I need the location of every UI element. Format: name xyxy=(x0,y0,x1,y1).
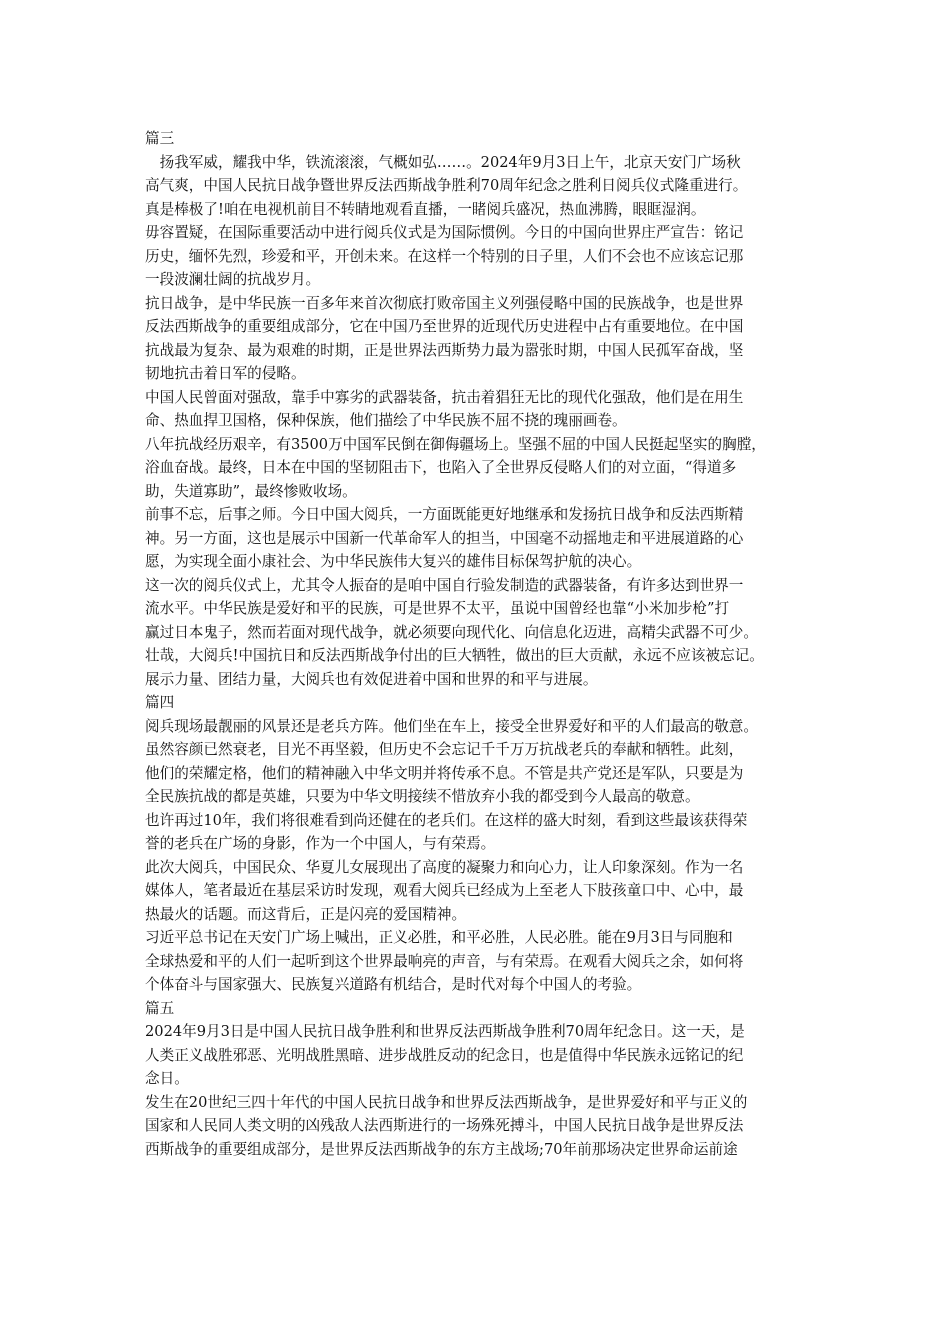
text-line: 扬我军威，耀我中华，铁流滚滚，气概如弘……。2024年9月3日上午，北京天安门广场秋 xyxy=(145,153,741,171)
text-line: 壮哉，大阅兵!中国抗日和反法西斯战争付出的巨大牺牲，做出的巨大贡献，永远不应该被忘记。 xyxy=(145,647,764,664)
text-line: 此次大阅兵，中国民众、华夏儿女展现出了高度的凝聚力和向心力，让人印象深刻。作为一名 xyxy=(145,858,744,876)
text-line: 助，失道寡助”，最终惨败收场。 xyxy=(145,482,357,500)
section-heading: 篇三 xyxy=(145,130,175,147)
text-line: 历史，缅怀先烈，珍爱和平，开创未来。在这样一个特别的日子里，人们不会也不应该忘记那 xyxy=(145,247,744,265)
text-line: 真是棒极了!咱在电视机前目不转睛地观看直播，一睹阅兵盛况，热血沸腾，眼眶湿润。 xyxy=(145,200,706,218)
text-line: 一段波澜壮阔的抗战岁月。 xyxy=(145,271,321,288)
text-line: 媒体人，笔者最近在基层采访时发现，观看大阅兵已经成为上至老人下肢孩童口中、心中，最 xyxy=(145,882,744,899)
text-line: 热最火的话题。而这背后，正是闪亮的爱国精神。 xyxy=(145,905,467,923)
text-line: 神。另一方面，这也是展示中国新一代革命军人的担当，中国毫不动摇地走和平进展道路的心 xyxy=(145,529,744,547)
text-line: 抗日战争，是中华民族一百多年来首次彻底打败帝国主义列强侵略中国的民族战争，也是世界 xyxy=(145,294,744,312)
text-line: 韧地抗击着日军的侵略。 xyxy=(145,365,306,382)
section-heading: 篇五 xyxy=(145,999,175,1017)
text-line: 抗战最为复杂、最为艰难的时期，正是世界法西斯势力最为嚣张时期，中国人民孤军奋战，坚 xyxy=(145,341,744,359)
text-line: 誉的老兵在广场的身影，作为一个中国人，与有荣焉。 xyxy=(145,835,496,852)
text-line: 念日。 xyxy=(145,1070,189,1087)
text-line: 展示力量、团结力量，大阅兵也有效促进着中国和世界的和平与进展。 xyxy=(145,670,598,688)
text-line: 愿，为实现全面小康社会、为中华民族伟大复兴的雄伟目标保驾护航的决心。 xyxy=(145,553,642,570)
text-line: 赢过日本鬼子，然而若面对现代战争，就必须要向现代化、向信息化迈进，高精尖武器不可少。 xyxy=(145,623,758,641)
text-line: 国家和人民同人类文明的凶残敌人法西斯进行的一场殊死搏斗，中国人民抗日战争是世界反法 xyxy=(145,1117,744,1134)
text-line: 高气爽，中国人民抗日战争暨世界反法西斯战争胜利70周年纪念之胜利日阅兵仪式隆重进行。 xyxy=(145,177,748,194)
text-line: 发生在20世纪三四十年代的中国人民抗日战争和世界反法西斯战争，是世界爱好和平与正义的 xyxy=(145,1093,748,1111)
text-line: 人类正义战胜邪恶、光明战胜黑暗、进步战胜反动的纪念日，也是值得中华民族永远铭记的纪 xyxy=(145,1046,744,1064)
text-line: 阅兵现场最靓丽的风景还是老兵方阵。他们坐在车上，接受全世界爱好和平的人们最高的敬意。 xyxy=(145,717,758,735)
text-line: 个体奋斗与国家强大、民族复兴道路有机结合，是时代对每个中国人的考验。 xyxy=(145,976,642,993)
document-body xyxy=(145,127,825,1161)
text-line: 他们的荣耀定格，他们的精神融入中华文明并将传承不息。不管是共产党还是军队，只要是为 xyxy=(145,764,744,782)
text-line: 毋容置疑，在国际重要活动中进行阅兵仪式是为国际惯例。今日的中国向世界庄严宣告：铭记 xyxy=(145,224,744,241)
text-line: 命、热血捍卫国格，保种保族，他们描绘了中华民族不屈不挠的瑰丽画卷。 xyxy=(145,412,627,429)
text-line: 全球热爱和平的人们一起听到这个世界最响亮的声音，与有荣焉。在观看大阅兵之余，如何将 xyxy=(145,952,744,970)
text-line: 流水平。中华民族是爱好和平的民族，可是世界不太平，虽说中国曾经也靠“小米加步枪”打 xyxy=(145,600,730,617)
text-line: 前事不忘，后事之师。今日中国大阅兵，一方面既能更好地继承和发扬抗日战争和反法西斯精 xyxy=(145,506,744,523)
text-line: 浴血奋战。最终，日本在中国的坚韧阻击下，也陷入了全世界反侵略人们的对立面，“得道多 xyxy=(145,459,737,476)
text-line: 西斯战争的重要组成部分，是世界反法西斯战争的东方主战场;70年前那场决定世界命运前途 xyxy=(145,1140,738,1158)
text-line: 虽然容颜已然衰老，目光不再坚毅，但历史不会忘记千千万万抗战老兵的奉献和牺牲。此刻， xyxy=(145,741,744,758)
text-line: 习近平总书记在天安门广场上喊出，正义必胜，和平必胜，人民必胜。能在9月3日与同胞和 xyxy=(145,929,733,946)
text-line: 2024年9月3日是中国人民抗日战争胜利和世界反法西斯战争胜利70周年纪念日。这一天，是 xyxy=(145,1023,745,1040)
text-line: 这一次的阅兵仪式上，尤其令人振奋的是咱中国自行验发制造的武器装备，有许多达到世界一 xyxy=(145,576,744,594)
section-heading: 篇四 xyxy=(145,694,175,711)
text-line: 也许再过10年，我们将很难看到尚还健在的老兵们。在这样的盛大时刻，看到这些最该获得荣 xyxy=(145,811,748,829)
text-line: 中国人民曾面对强敌，靠手中寡劣的武器装备，抗击着猖狂无比的现代化强敌，他们是在用生 xyxy=(145,388,744,406)
text-line: 八年抗战经历艰辛，有3500万中国军民倒在御侮疆场上。坚强不屈的中国人民挺起坚实的胸膛， xyxy=(145,435,766,453)
text-line: 全民族抗战的都是英雄，只要为中华文明接续不惜放弃小我的都受到今人最高的敬意。 xyxy=(145,788,700,805)
text-line: 反法西斯战争的重要组成部分，它在中国乃至世界的近现代历史进程中占有重要地位。在中国 xyxy=(145,318,744,335)
